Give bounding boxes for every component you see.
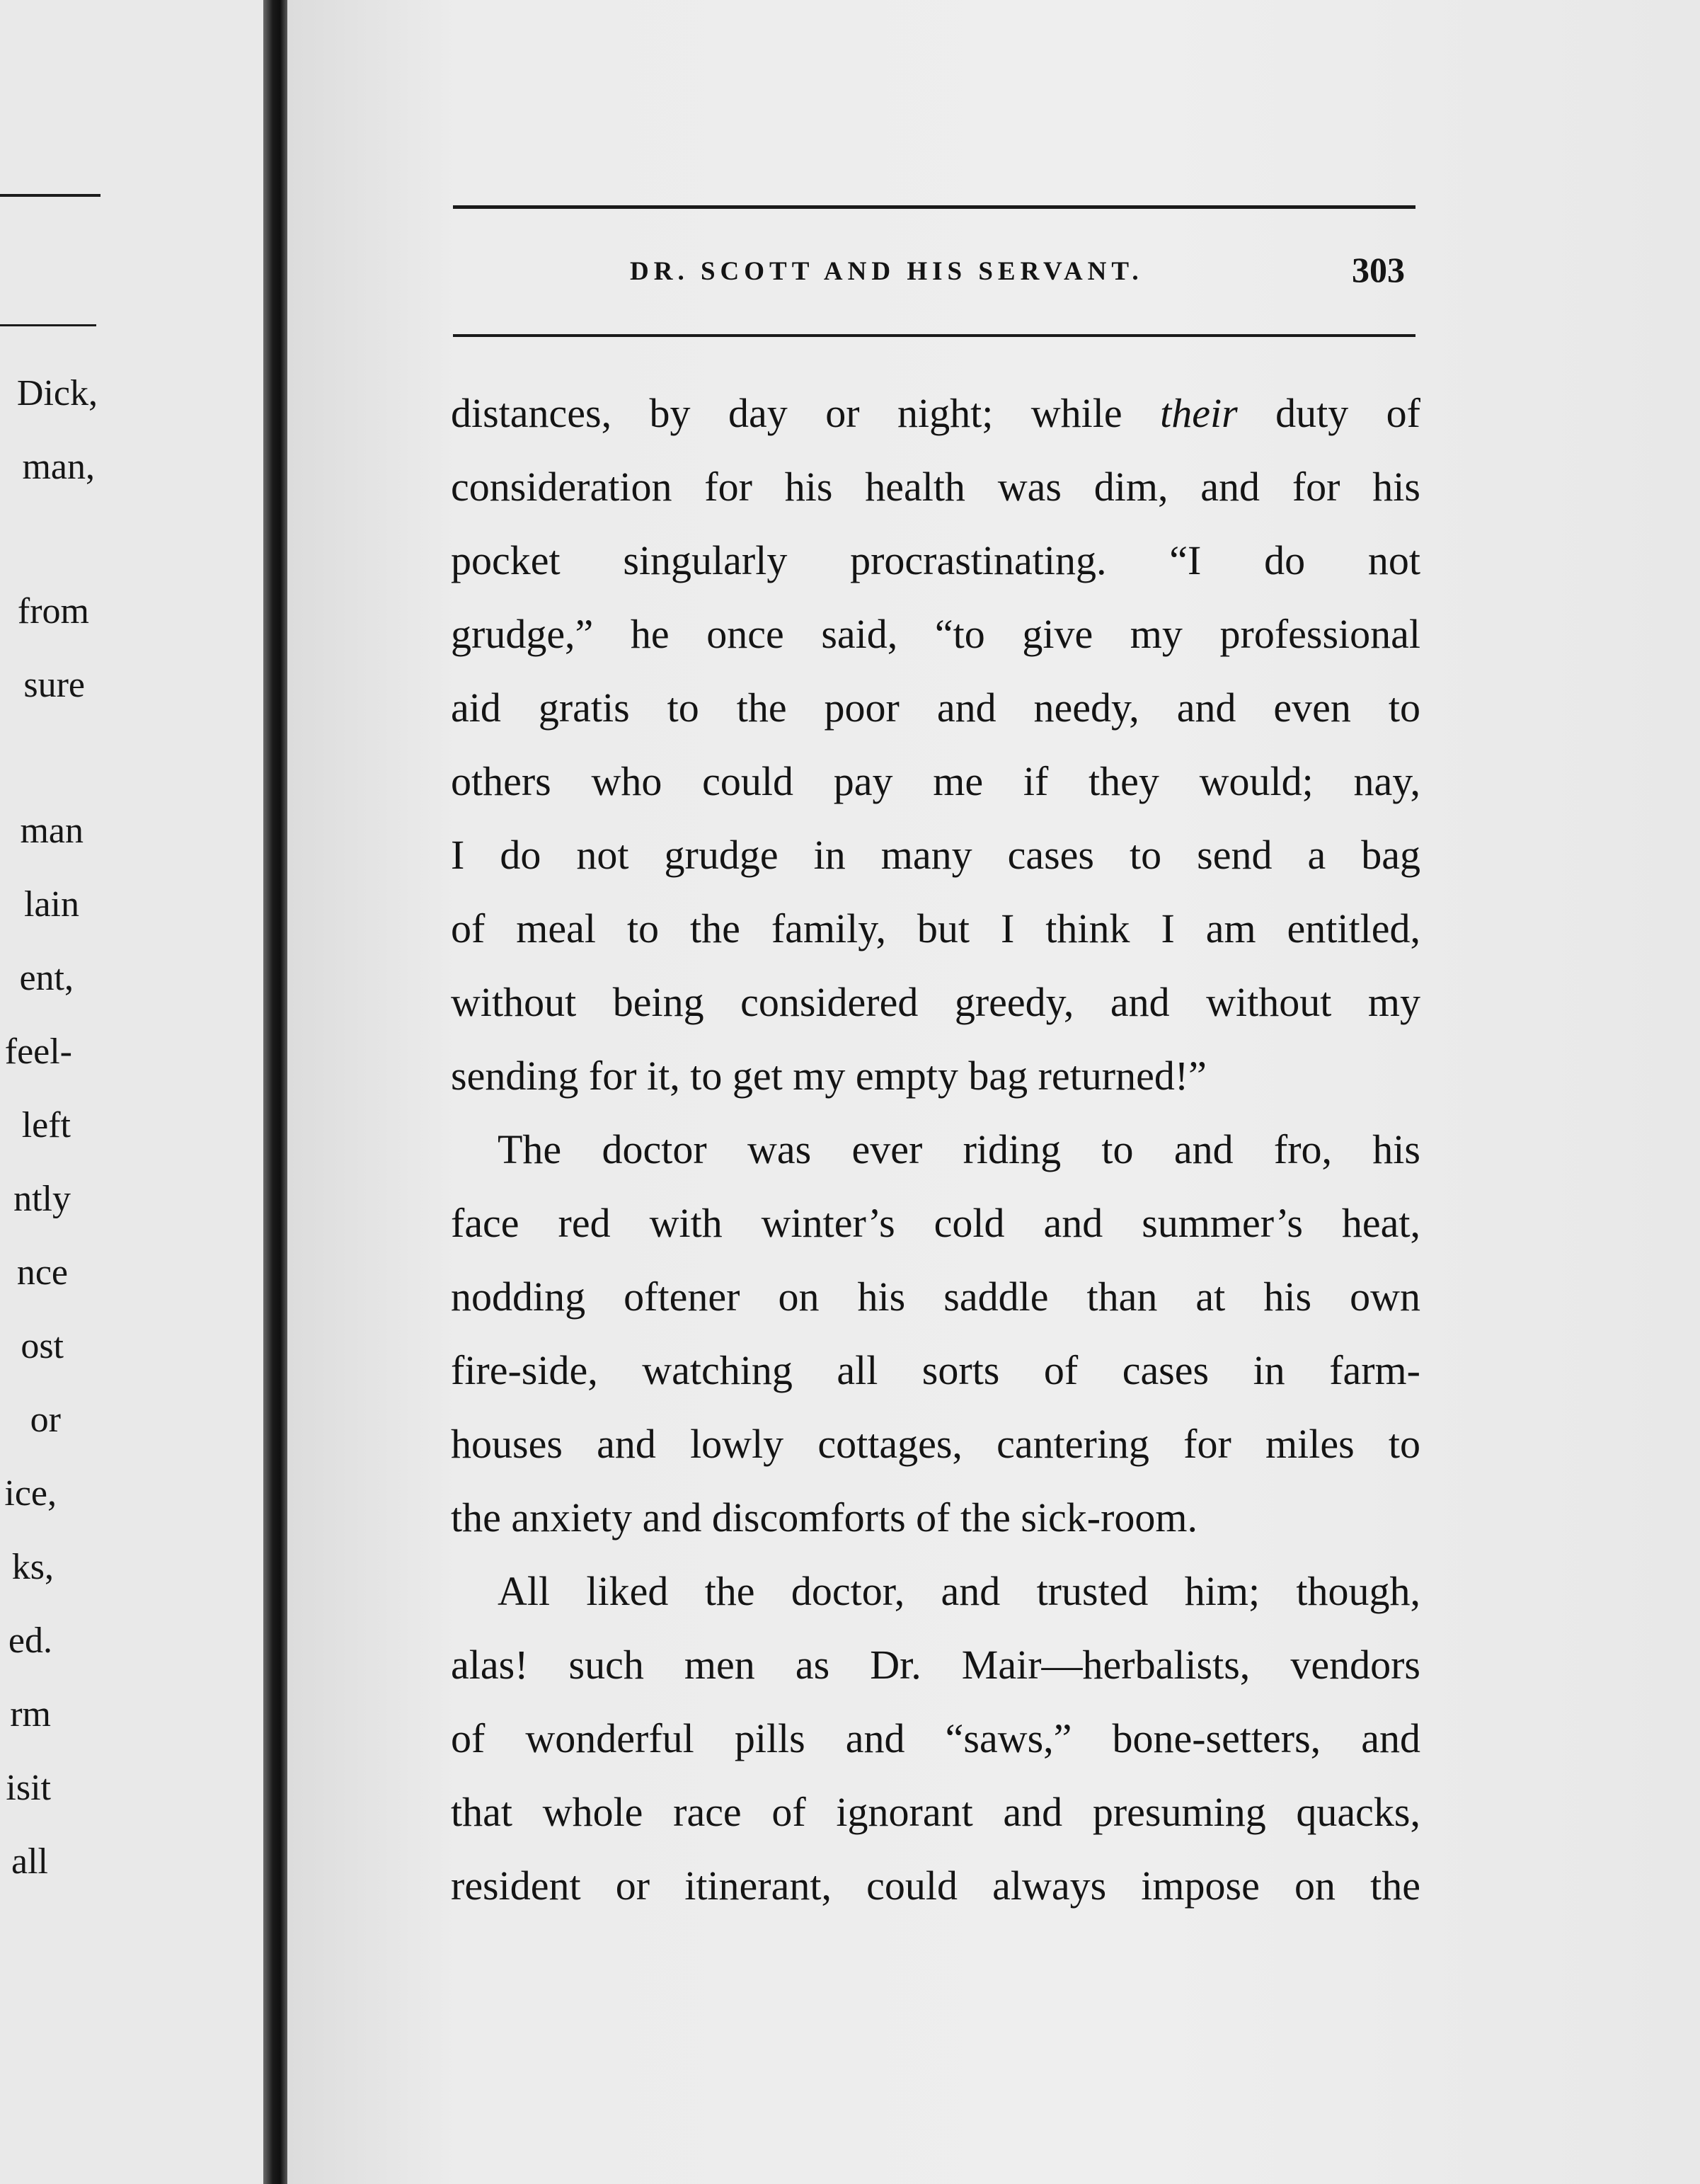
left-page-word: from [17,591,89,631]
left-page-header-rule [0,324,96,326]
left-page-word: man [20,811,84,851]
left-page-word: man, [22,447,95,487]
paragraph [451,377,1420,1113]
left-page-word: ks, [11,1547,54,1587]
paragraph [451,1555,1420,1923]
left-page-word: rm [10,1694,51,1734]
text-line: without being considered greedy, and without my [451,979,1420,1025]
left-page-word: isit [6,1768,51,1808]
left-page-word: ed. [8,1620,52,1661]
text-line: I do not grudge in many cases to send a bag [451,832,1420,878]
text-line: that whole race of ignorant and presuming quacks, [451,1789,1420,1835]
text-line: fire-side, watching all sorts of cases in farm- [451,1347,1420,1393]
text-line: alas! such men as Dr. Mair—herbalists, vendors [451,1642,1420,1688]
text-line: pocket singularly procrastinating. “I do not [451,537,1420,583]
left-page-top-rule [0,194,100,197]
text-line: nodding oftener on his saddle than at his own [451,1274,1420,1320]
text-line: distances, by day or night; while their duty of [451,390,1420,436]
left-page-word: ost [21,1326,64,1366]
left-page-word: ent, [19,958,74,998]
text-line: The doctor was ever riding to and fro, his [498,1126,1420,1172]
text-line: of wonderful pills and “saws,” bone-setters, and [451,1715,1420,1761]
body-text [451,377,1420,1923]
left-page-word: left [21,1105,71,1145]
text-line: consideration for his health was dim, and for his [451,464,1420,510]
text-line: face red with winter’s cold and summer’s heat, [451,1200,1420,1246]
left-page-word: ice, [4,1473,57,1514]
text-line: sending for it, to get my empty bag returned!” [451,1053,1207,1099]
header-bottom-rule [453,334,1415,337]
text-line: houses and lowly cottages, cantering for miles to [451,1421,1420,1467]
italic-word: their [1160,390,1238,436]
text-line: grudge,” he once said, “to give my professional [451,611,1420,657]
running-title: DR. SCOTT AND HIS SERVANT. [630,257,1144,286]
text-line: resident or itinerant, could always impose on the [451,1863,1420,1909]
text-line: aid gratis to the poor and needy, and even to [451,685,1420,731]
header-top-rule [453,205,1415,209]
text-line: the anxiety and discomforts of the sick-room. [451,1494,1198,1540]
left-page-word: sure [23,665,85,705]
text-line: of meal to the family, but I think I am entitled, [451,905,1420,951]
left-page-word: ntly [13,1179,71,1219]
left-page-word: or [30,1400,61,1440]
text-line: others who could pay me if they would; nay, [451,758,1420,804]
text-line: All liked the doctor, and trusted him; though, [498,1568,1420,1614]
page-number: 303 [1352,250,1405,290]
book-gutter [263,0,287,2184]
left-page-word: nce [16,1252,68,1293]
left-page-word: Dick, [16,373,98,413]
left-page-word: lain [24,884,79,925]
left-page-word: all [11,1841,48,1882]
left-page-word: feel- [4,1031,72,1072]
previous-page-edge [0,0,263,2184]
paragraph [451,1113,1420,1555]
